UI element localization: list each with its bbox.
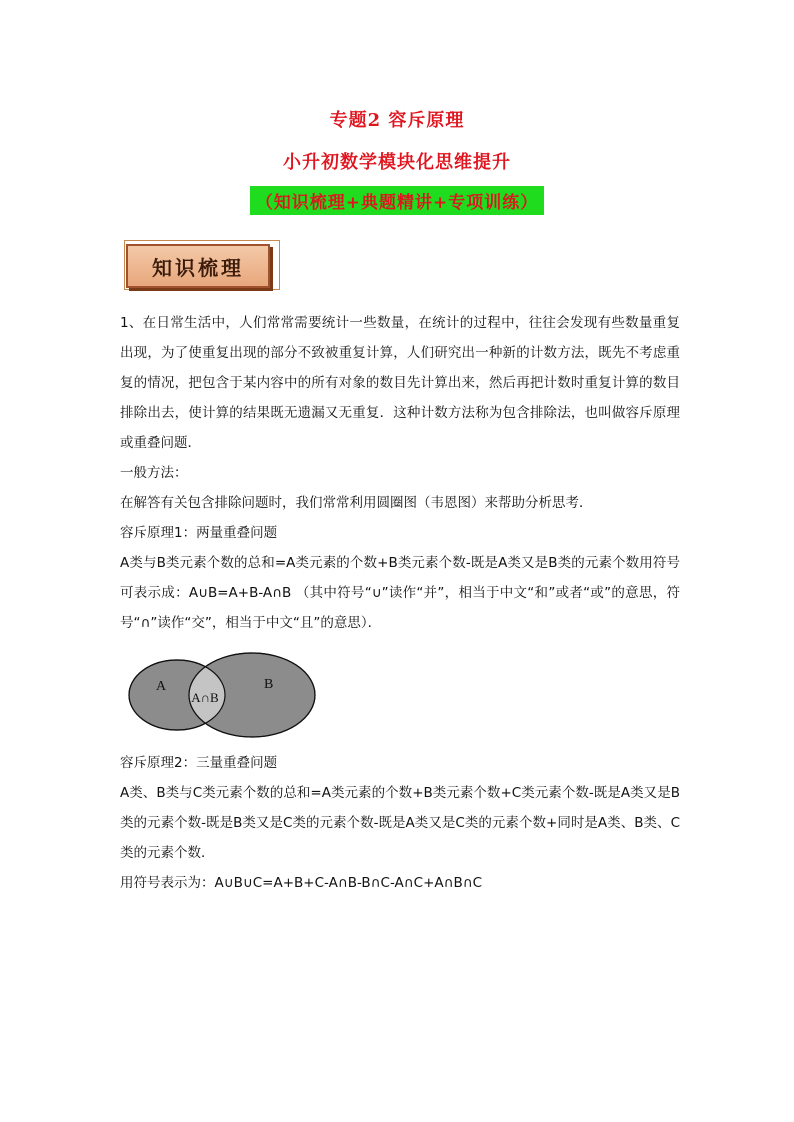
venn-label-ab: A∩B: [191, 690, 219, 705]
document-subtitle: 小升初数学模块化思维提升: [283, 152, 511, 173]
paragraph-principle-1-heading: 容斥原理1：两量重叠问题: [120, 525, 278, 541]
paragraph-intro: 1、在日常生活中，人们常常需要统计一些数量，在统计的过程中，往往会发现有些数量重复出现，为了使重复出现的部分不致被重复计算，人们研究出一种新的计数方法，既先不考虑重复的情况，把包含于某内容中的所有对象的数目先计算出来，然后再把计数时重复计算的数目排除出去，使计算的结果既无遗漏又无重复．这种计数方法称为包含排除法，也叫做容斥原理或重叠问题．: [120, 315, 680, 451]
venn-label-a: A: [156, 679, 167, 694]
paragraph-general-method: 一般方法：: [120, 465, 188, 481]
venn-label-b: B: [264, 677, 274, 692]
paragraph-principle-2-formula: 用符号表示为：A∪B∪C=A+B+C-A∩B-B∩C-A∩C+A∩B∩C: [120, 875, 483, 891]
content-body: [120, 308, 680, 898]
document-tag: （知识梳理+典题精讲+专项训练）: [250, 186, 545, 215]
paragraph-principle-2-body: A类、B类与C类元素个数的总和=A类元素的个数+B类元素个数+C类元素个数-既是A类又是B类的元素个数-既是B类又是C类的元素个数-既是A类又是C类的元素个数+同时是A类、B类、C类的元素个数．: [120, 785, 680, 861]
venn-diagram: [128, 652, 318, 738]
paragraph-principle-1-body: A类与B类元素个数的总和=A类元素的个数+B类元素个数-既是A类又是B类的元素个数用符号可表示成：A∪B=A+B-A∩B （其中符号“∪”读作“并”，相当于中文“和”或者“或”的意思，符号“∩”读作“交”，相当于中文“且”的意思）．: [120, 555, 680, 631]
section-badge: [118, 234, 280, 290]
paragraph-principle-2-heading: 容斥原理2：三量重叠问题: [120, 755, 278, 771]
document-title: 专题2 容斥原理: [329, 110, 465, 131]
paragraph-venn-hint: 在解答有关包含排除问题时，我们常常利用圆圈图（韦恩图）来帮助分析思考．: [120, 495, 593, 511]
section-badge-label: 知识梳理: [152, 255, 244, 280]
